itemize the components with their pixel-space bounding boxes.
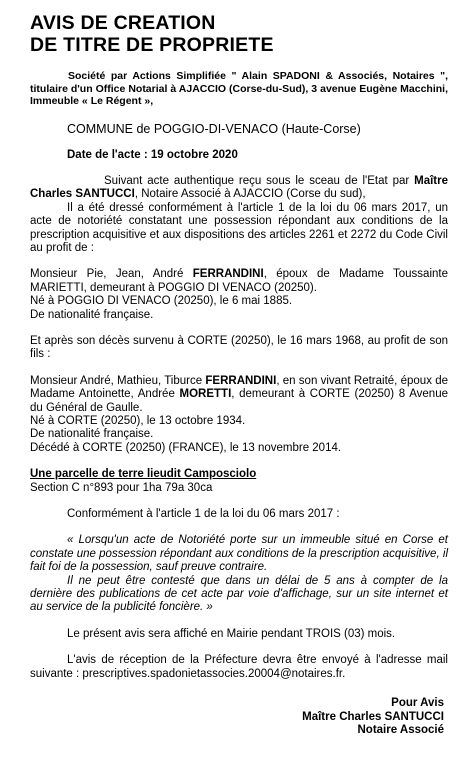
person1-text-b: , époux de Madame Toussainte MARIETTI, demeurant à POGGIO DI VENACO (20250). (30, 268, 448, 294)
deed-text-b: , Notaire Associé à AJACCIO (Corse du sud), (134, 188, 366, 201)
person2-nationality: De nationalité française. (30, 428, 154, 441)
notary-office-intro (30, 70, 448, 108)
deed-paragraph (30, 175, 448, 202)
notice-title (30, 12, 448, 56)
display-notice: Le présent avis sera affiché en Mairie pendant TROIS (03) mois. (67, 627, 396, 640)
title-line-1: AVIS DE CREATION (30, 12, 216, 34)
reception-text: L'avis de réception de la Préfecture devra être envoyé à l'adresse mail suivante : prescriptives.spadonietassocies.20004@notaires.fr. (30, 654, 448, 680)
person2-birth: Né à CORTE (20250), le 13 octobre 1934. (30, 415, 246, 427)
person1-nationality: De nationalité française. (30, 308, 154, 321)
person2-text-a: Monsieur André, Mathieu, Tiburce (30, 374, 206, 387)
person1-surname: FERRANDINI (192, 268, 264, 281)
notice-document (30, 12, 448, 737)
quote-paragraph-1: « Lorsqu'un acte de Notoriété porte sur un immeuble situé en Corse et constate une possession répondant aux conditions de la prescription acquisitive, il fait foi de la possession, sauf preuve contraire. (30, 534, 448, 574)
quote-paragraph-2: Il ne peut être contesté que dans un délai de 5 ans à compter de la dernière des publications de cet acte par voie d'affichage, sur un site internet et au service de la publicité foncière. » (30, 574, 448, 614)
signature-block (30, 697, 448, 737)
spouse-surname: MORETTI (179, 388, 232, 401)
deed-date: Date de l'acte : 19 octobre 2020 (67, 148, 238, 161)
person2-text-b: , en son vivant Retraité, époux de Madame Antoinette, Andrée (30, 374, 448, 401)
notoriety-text: Il a été dressé conformément à l'article 1 de la loi du 06 mars 2017, un acte de notoriété constatant une possession répondant aux conditions de la prescription acquisitive et aux dispositions des articles 2261 et 2272 du Code Civil au profit de : (30, 201, 448, 254)
commune-heading: COMMUNE de POGGIO-DI-VENACO (Haute-Corse) (67, 121, 361, 136)
signature-line-1: Pour Avis (391, 697, 444, 710)
person2-surname: FERRANDINI (205, 374, 277, 387)
notary-name: Maître Charles SANTUCCI (30, 174, 448, 201)
parcel-block (30, 468, 448, 495)
title-line-2: DE TITRE DE PROPRIETE (30, 34, 274, 56)
signature-line-3: Notaire Associé (357, 723, 444, 736)
reception-notice (30, 654, 448, 681)
parcel-title: Une parcelle de terre lieudit Camposciolo (30, 468, 257, 481)
law-quote (30, 534, 448, 614)
signature-line-2: Maître Charles SANTUCCI (302, 710, 444, 723)
intro-text: Société par Actions Simplifiée " Alain SPADONI & Associés, Notaires ", titulaire d'un Office Notarial à AJACCIO (Corse-du-Sud), 3 avenue Eugène Macchini, Immeuble « Le Régent », (30, 70, 448, 107)
deed-text-a: Suivant acte authentique reçu sous le sceau de l'Etat par (104, 174, 415, 187)
conformity-line: Conformément à l'article 1 de la loi du 06 mars 2017 : (67, 508, 340, 521)
person1-birth: Né à POGGIO DI VENACO (20250), le 6 mai 1885. (30, 295, 293, 308)
person2-death: Décédé à CORTE (20250) (FRANCE), le 13 novembre 2014. (30, 441, 342, 454)
first-beneficiary (30, 268, 448, 322)
parcel-section: Section C n°893 pour 1ha 79a 30ca (30, 481, 213, 494)
person2-text-c: , demeurant à CORTE (20250) 8 Avenue du Général de Gaulle. (30, 388, 448, 414)
person1-text-a: Monsieur Pie, Jean, André (30, 268, 193, 281)
death-paragraph: Et après son décès survenu à CORTE (20250), le 16 mars 1968, au profit de son fils : (30, 334, 448, 361)
second-beneficiary (30, 375, 448, 455)
notoriety-paragraph (30, 202, 448, 256)
